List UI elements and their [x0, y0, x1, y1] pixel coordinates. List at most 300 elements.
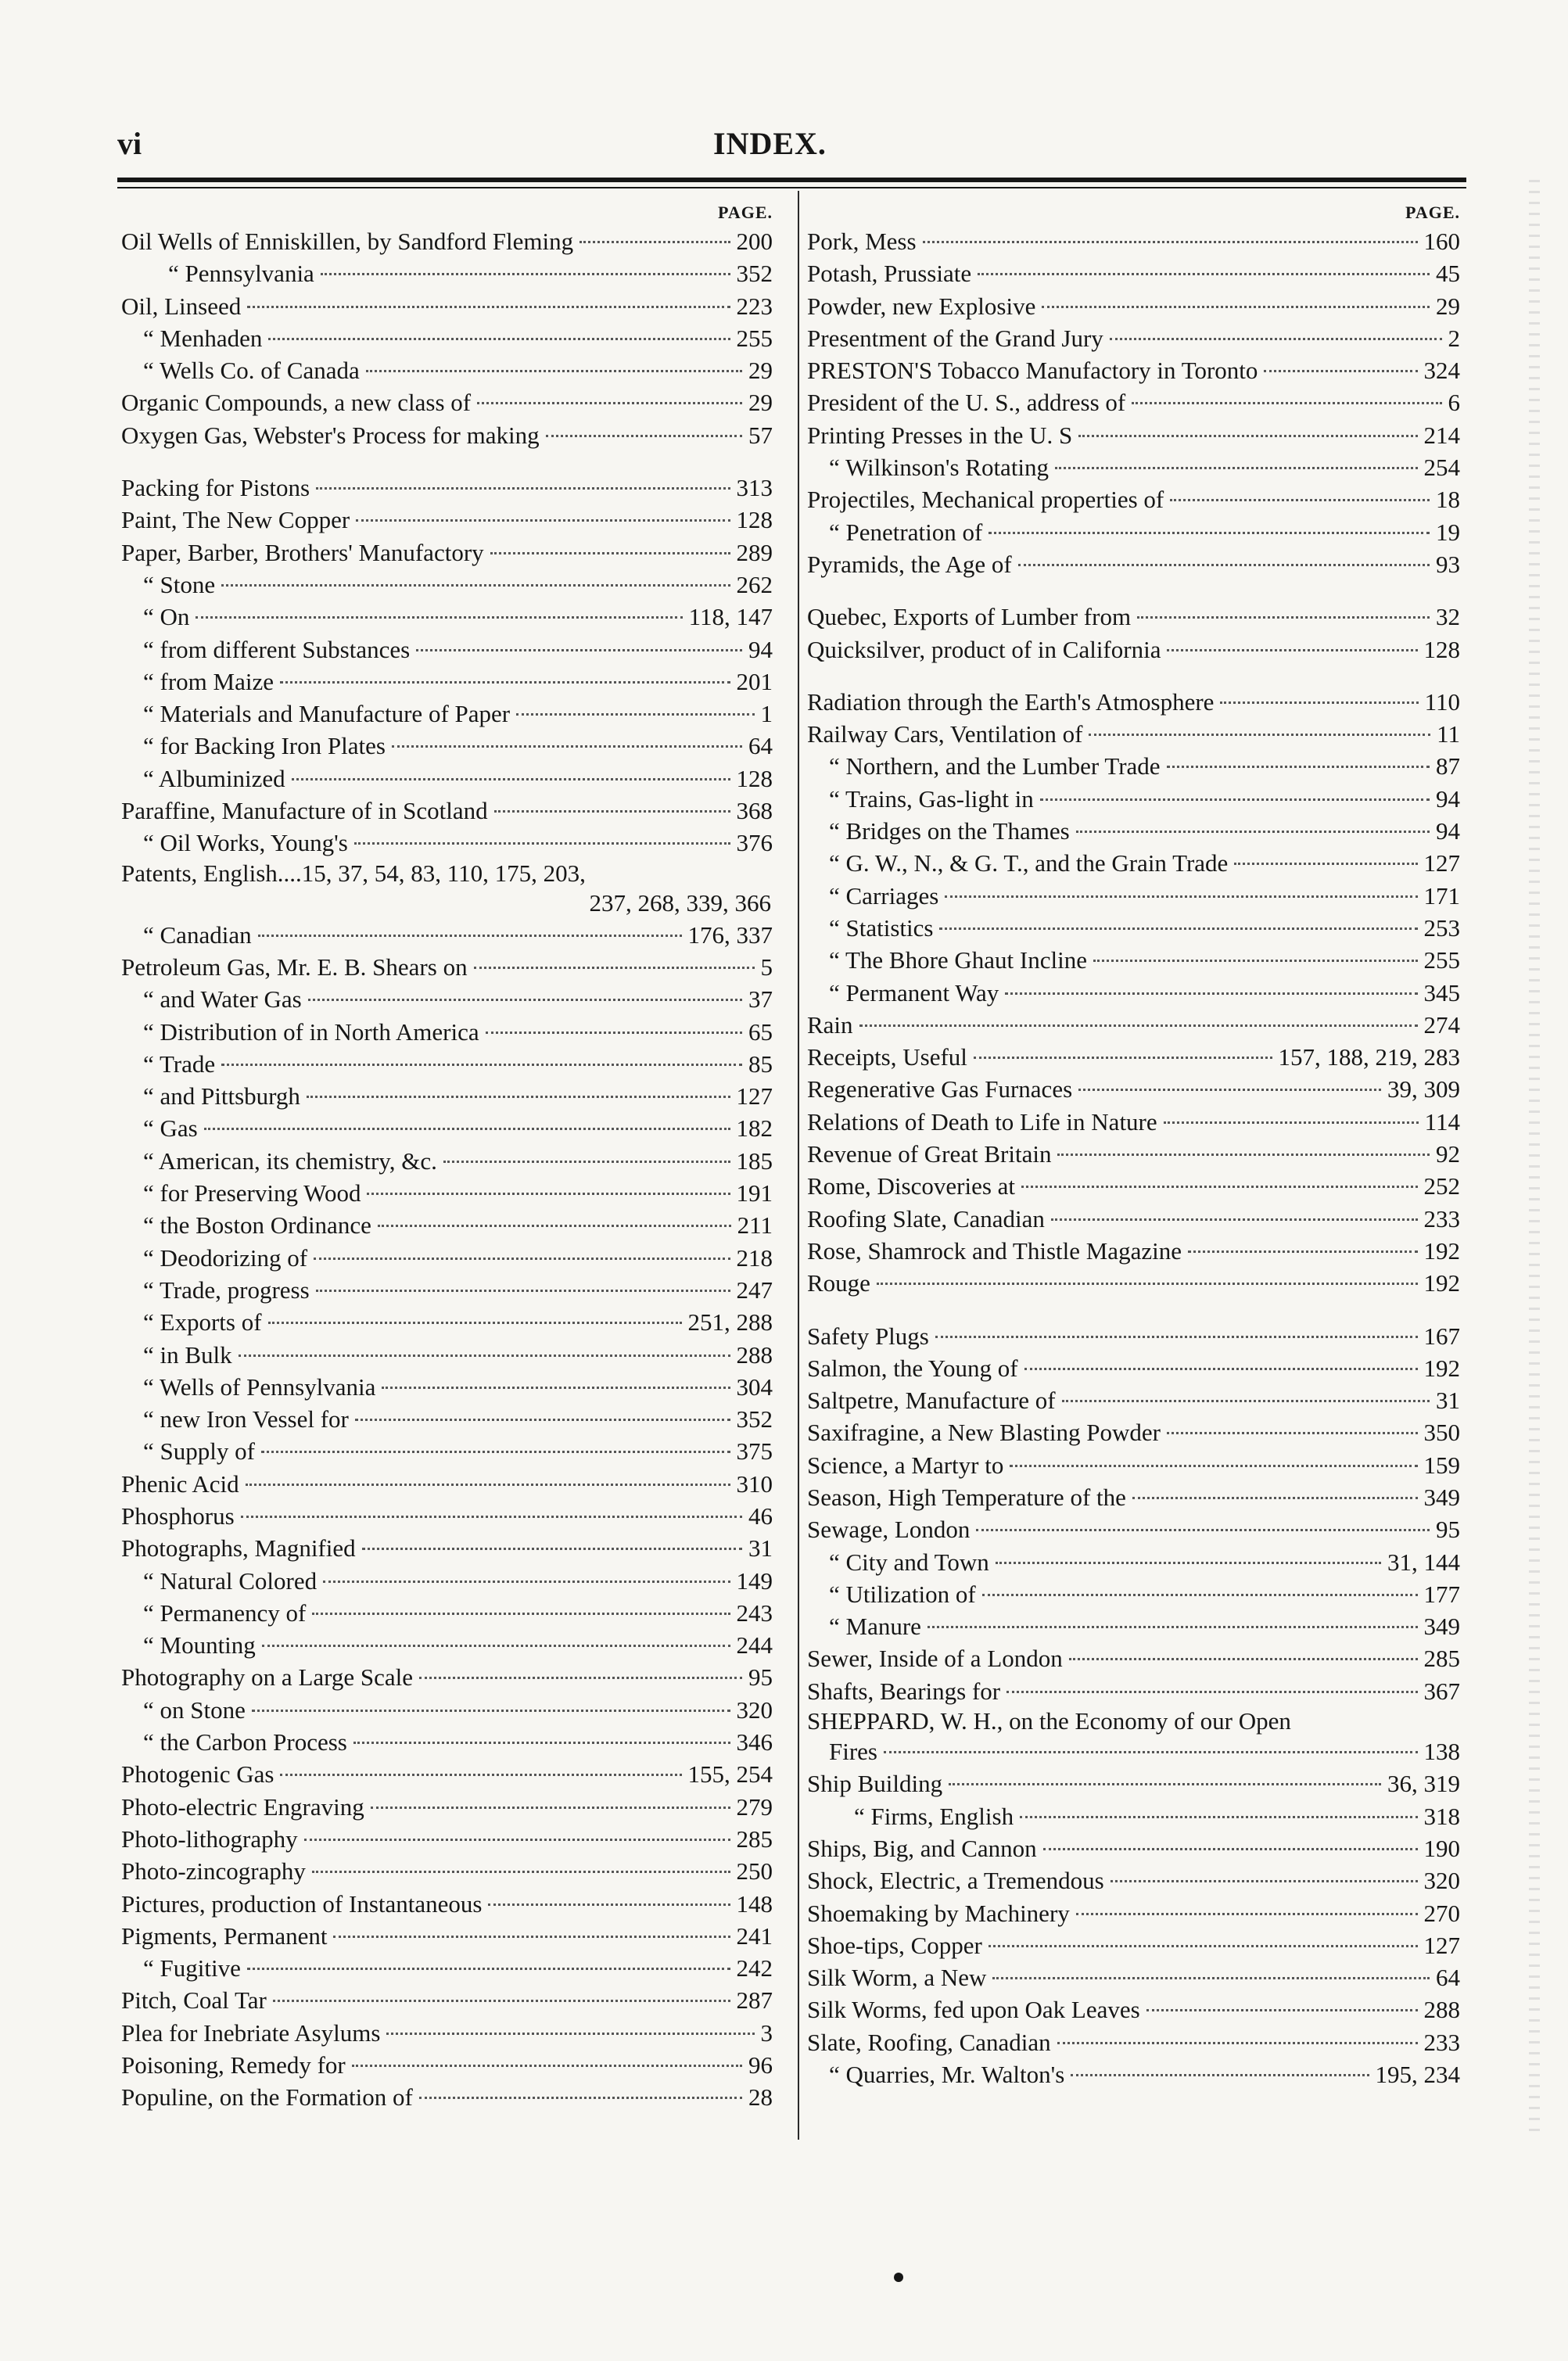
index-entry — [121, 1597, 773, 1629]
dot-leader — [494, 810, 730, 813]
entry-page-number: 2 — [1448, 324, 1460, 352]
dot-leader — [884, 1751, 1418, 1753]
entry-page-number: 29 — [748, 389, 773, 417]
entry-list — [121, 225, 773, 2114]
dot-leader — [419, 2097, 742, 2099]
entry-text: “ Firms, English — [854, 1802, 1014, 1830]
entry-page-number: 201 — [736, 667, 773, 695]
entry-page-number: 313 — [736, 474, 773, 502]
entry-text: Safety Plugs — [807, 1322, 929, 1350]
index-entry — [121, 698, 773, 730]
entry-page-number: 242 — [736, 1954, 773, 1982]
dot-leader — [443, 1161, 730, 1163]
dot-leader — [204, 1128, 730, 1130]
index-entry — [807, 1675, 1460, 1707]
index-entry — [121, 633, 773, 666]
index-entry — [121, 1435, 773, 1467]
entry-page-number: 190 — [1423, 1834, 1460, 1862]
index-entry — [807, 225, 1460, 257]
index-entry — [807, 483, 1460, 515]
dot-leader — [1018, 564, 1430, 566]
column-divider — [798, 191, 799, 2140]
index-entry — [807, 1993, 1460, 2026]
entry-text: “ in Bulk — [143, 1340, 232, 1369]
index-entry — [807, 1481, 1460, 1513]
index-entry — [121, 1080, 773, 1112]
entry-text: Pigments, Permanent — [121, 1921, 328, 1950]
index-entry — [121, 1209, 773, 1241]
entry-page-number: 114 — [1424, 1107, 1460, 1136]
entry-text: Ships, Big, and Cannon — [807, 1834, 1037, 1862]
index-entry — [807, 1416, 1460, 1448]
index-entry — [807, 750, 1460, 782]
entry-text: “ Canadian — [143, 920, 252, 949]
dot-leader — [273, 2000, 730, 2002]
dot-leader — [419, 1677, 742, 1679]
dot-leader — [978, 273, 1430, 275]
dot-leader — [316, 487, 730, 490]
dot-leader — [474, 967, 755, 969]
index-entry — [121, 888, 773, 919]
entry-page-number: 46 — [748, 1502, 773, 1530]
index-entry — [807, 1203, 1460, 1235]
dot-leader — [490, 552, 730, 554]
entry-text: “ the Carbon Process — [143, 1728, 347, 1756]
entry-text: Oxygen Gas, Webster's Process for making — [121, 421, 540, 449]
dot-leader — [247, 1968, 730, 1970]
entry-text: “ Albuminized — [143, 764, 285, 792]
entry-text: “ Supply of — [143, 1437, 255, 1466]
dot-leader — [362, 1548, 742, 1550]
entry-text: “ Deodorizing of — [143, 1243, 308, 1272]
entry-page-number: 195, 234 — [1375, 2061, 1460, 2089]
index-entry — [807, 1170, 1460, 1202]
index-entry — [807, 419, 1460, 451]
entry-page-number: 324 — [1423, 357, 1460, 385]
dot-leader — [356, 519, 730, 522]
dot-leader — [923, 241, 1418, 243]
index-entry — [807, 1707, 1460, 1735]
entry-text: Saxifragine, a New Blasting Powder — [807, 1419, 1161, 1447]
entry-page-number: 375 — [736, 1437, 773, 1466]
index-entry — [807, 1041, 1460, 1073]
dot-leader — [945, 895, 1417, 898]
entry-text: “ for Preserving Wood — [143, 1179, 361, 1207]
entry-page-number: 192 — [1423, 1354, 1460, 1382]
entry-page-number: 191 — [736, 1179, 773, 1207]
index-entry — [121, 730, 773, 762]
index-entry — [807, 977, 1460, 1009]
dot-leader — [1220, 701, 1418, 704]
dot-leader — [352, 2065, 742, 2067]
entry-text: Quicksilver, product of in California — [807, 635, 1161, 663]
page-title: INDEX. — [713, 126, 827, 161]
entry-page-number: 285 — [1423, 1645, 1460, 1673]
entry-page-number: 39, 309 — [1387, 1075, 1460, 1103]
index-entry — [121, 666, 773, 698]
dot-leader — [221, 584, 730, 587]
index-entry — [807, 1009, 1460, 1041]
dot-leader — [366, 370, 742, 372]
index-entry — [121, 2017, 773, 2049]
entry-text: “ Bridges on the Thames — [829, 817, 1070, 845]
index-entry — [807, 1352, 1460, 1384]
index-entry — [807, 1735, 1460, 1767]
index-entry — [121, 1565, 773, 1597]
entry-page-number: 65 — [748, 1017, 773, 1046]
index-entry — [807, 354, 1460, 386]
entry-text: “ Carriages — [829, 881, 939, 910]
page-column-heading: PAGE. — [1405, 203, 1460, 222]
entry-text: Sewer, Inside of a London — [807, 1645, 1063, 1673]
dot-leader — [1093, 960, 1418, 962]
entry-page-number: 118, 147 — [688, 603, 773, 631]
dot-leader — [1132, 402, 1441, 404]
dot-leader — [486, 1032, 742, 1034]
dot-leader — [1043, 1848, 1418, 1850]
entry-text: Silk Worms, fed upon Oak Leaves — [807, 1996, 1140, 2024]
entry-text: “ Exports of — [143, 1308, 262, 1337]
entry-text: Printing Presses in the U. S — [807, 421, 1073, 449]
entry-text: Rouge — [807, 1269, 870, 1297]
index-entry — [121, 569, 773, 601]
dot-leader — [258, 935, 682, 937]
dot-leader — [1078, 435, 1417, 437]
entry-text: “ Utilization of — [829, 1580, 976, 1608]
entry-page-number: 223 — [736, 292, 773, 320]
entry-page-number: 376 — [736, 829, 773, 857]
entry-page-number: 233 — [1423, 2028, 1460, 2056]
index-entry — [807, 1384, 1460, 1416]
entry-text: Oil, Linseed — [121, 292, 242, 320]
entry-page-number: 5 — [760, 953, 773, 981]
dot-leader — [1234, 863, 1417, 865]
entry-text: Revenue of Great Britain — [807, 1140, 1052, 1168]
index-entry — [807, 451, 1460, 483]
entry-page-number: 255 — [736, 324, 773, 352]
index-entry — [121, 1629, 773, 1661]
entry-text: Poisoning, Remedy for — [121, 2051, 346, 2079]
footer-bullet — [894, 2273, 903, 2282]
dot-leader — [304, 1839, 730, 1841]
dot-leader — [252, 1710, 730, 1712]
dot-leader — [1146, 2009, 1418, 2011]
dot-leader — [280, 681, 730, 684]
entry-text: Shock, Electric, a Tremendous — [807, 1867, 1104, 1895]
index-entry — [121, 951, 773, 983]
entry-page-number: 310 — [736, 1469, 773, 1498]
index-entry — [121, 1016, 773, 1048]
index-entry — [807, 601, 1460, 633]
entry-text: Organic Compounds, a new class of — [121, 389, 472, 417]
entry-page-number: 320 — [1423, 1867, 1460, 1895]
entry-page-number: 177 — [1423, 1580, 1460, 1608]
entry-page-number: 214 — [1423, 421, 1460, 449]
index-entry — [121, 1145, 773, 1177]
entry-page-number: 155, 254 — [687, 1760, 773, 1789]
dot-leader — [307, 1096, 730, 1098]
dot-leader — [262, 1645, 730, 1647]
entry-page-number: 96 — [748, 2051, 773, 2079]
entry-text: Photo-electric Engraving — [121, 1792, 364, 1821]
index-entry — [807, 322, 1460, 354]
index-entry — [807, 1320, 1460, 1352]
dot-leader — [416, 649, 742, 651]
dot-leader — [382, 1387, 730, 1389]
entry-text: “ Wells Co. of Canada — [143, 357, 360, 385]
index-entry — [121, 419, 773, 451]
index-entry — [121, 762, 773, 795]
entry-text: Powder, new Explosive — [807, 292, 1036, 320]
dot-leader — [1069, 1658, 1418, 1660]
entry-page-number: 233 — [1423, 1204, 1460, 1233]
index-entry — [807, 257, 1460, 289]
entry-page-number: 285 — [736, 1825, 773, 1853]
dot-leader — [371, 1807, 730, 1809]
entry-text: Pitch, Coal Tar — [121, 1986, 267, 2015]
dot-leader — [1264, 370, 1417, 372]
index-entry — [121, 1791, 773, 1823]
entry-text: “ Oil Works, Young's — [143, 829, 348, 857]
index-entry — [121, 1468, 773, 1500]
entry-text: “ On — [143, 603, 190, 631]
index-entry — [807, 1235, 1460, 1267]
index-entry — [807, 633, 1460, 666]
entry-page-number: 287 — [736, 1986, 773, 2015]
dot-leader — [196, 616, 682, 619]
index-entry — [121, 2049, 773, 2081]
dot-leader — [321, 273, 730, 275]
entry-page-number: 93 — [1436, 550, 1460, 578]
entry-page-number: 289 — [736, 538, 773, 566]
entry-page-number: 29 — [1436, 292, 1460, 320]
entry-page-number: 250 — [736, 1857, 773, 1886]
entry-text: Oil Wells of Enniskillen, by Sandford Fleming — [121, 228, 574, 255]
index-entry — [121, 504, 773, 536]
entry-page-number: 367 — [1423, 1677, 1460, 1705]
entry-page-number: 32 — [1436, 603, 1460, 631]
entry-text: Roofing Slate, Canadian — [807, 1204, 1045, 1233]
entry-page-number: 274 — [1423, 1010, 1460, 1039]
index-entry — [121, 1661, 773, 1693]
entry-text: “ Penetration of — [829, 518, 983, 546]
dot-leader — [246, 1484, 730, 1486]
dot-leader — [546, 435, 742, 437]
index-entry — [807, 1546, 1460, 1578]
dot-leader — [316, 1290, 730, 1292]
entry-page-number: 11 — [1437, 720, 1460, 748]
index-column-left — [121, 199, 773, 2114]
entry-text: Pork, Mess — [807, 228, 917, 255]
entry-text: Radiation through the Earth's Atmosphere — [807, 687, 1215, 716]
index-entry — [121, 225, 773, 257]
index-entry — [121, 1177, 773, 1209]
dot-leader — [1062, 1400, 1430, 1402]
entry-page-number: 85 — [748, 1050, 773, 1078]
entry-text: President of the U. S., address of — [807, 389, 1126, 417]
dot-leader — [1132, 1497, 1418, 1499]
entry-text: “ Mounting — [143, 1631, 256, 1660]
index-entry — [807, 1449, 1460, 1481]
entry-text: Pictures, production of Instantaneous — [121, 1889, 483, 1918]
index-entry — [121, 1339, 773, 1371]
entry-text: Paper, Barber, Brothers' Manufactory — [121, 538, 484, 566]
entry-page-number: 128 — [736, 506, 773, 534]
dot-leader — [280, 1774, 681, 1776]
dot-leader — [1164, 1121, 1419, 1124]
dot-leader — [314, 1258, 730, 1260]
entry-text: “ from different Substances — [143, 635, 411, 663]
dot-leader — [1078, 1089, 1381, 1091]
header-rule-thin — [117, 187, 1466, 188]
entry-page-number: 244 — [736, 1631, 773, 1660]
entry-text: Regenerative Gas Furnaces — [807, 1075, 1073, 1103]
entry-text: Shafts, Bearings for — [807, 1677, 1001, 1705]
dot-leader — [1076, 831, 1430, 833]
entry-page-number: 31 — [1436, 1387, 1460, 1415]
entry-page-number: 28 — [748, 2083, 773, 2112]
index-entry — [121, 1855, 773, 1887]
index-entry — [121, 795, 773, 827]
dot-leader — [1110, 338, 1442, 340]
entry-page-number: 346 — [736, 1728, 773, 1756]
dot-leader — [996, 1562, 1381, 1564]
entry-page-number: 3 — [760, 2018, 773, 2047]
entry-text: “ new Iron Vessel for — [143, 1405, 349, 1433]
dot-leader — [333, 1936, 730, 1938]
entry-text: “ Natural Colored — [143, 1566, 318, 1595]
entry-text: Presentment of the Grand Jury — [807, 324, 1103, 352]
dot-leader — [1024, 1368, 1418, 1370]
index-entry — [121, 859, 773, 888]
dot-leader — [323, 1581, 730, 1583]
entry-page-number: 18 — [1436, 486, 1460, 514]
entry-text: “ Stone — [143, 570, 216, 598]
entry-page-number: 127 — [736, 1082, 773, 1111]
dot-leader — [1071, 2074, 1369, 2076]
entry-page-number: 185 — [736, 1146, 773, 1175]
entry-page-number: 350 — [1423, 1419, 1460, 1447]
dot-leader — [1042, 306, 1430, 308]
entry-page-number: 255 — [1423, 946, 1460, 974]
index-entry — [121, 1758, 773, 1790]
index-entry — [807, 1897, 1460, 1929]
entry-text: “ G. W., N., & G. T., and the Grain Trade — [829, 849, 1229, 877]
dot-leader — [367, 1193, 730, 1195]
entry-text: Packing for Pistons — [121, 474, 310, 502]
entry-text: Potash, Prussiate — [807, 260, 972, 288]
index-entry — [807, 290, 1460, 322]
entry-page-number: 37 — [748, 985, 773, 1014]
entry-page-number: 349 — [1423, 1613, 1460, 1641]
dot-leader — [239, 1355, 730, 1357]
entry-text: “ Trade — [143, 1050, 216, 1078]
entry-page-number: 251, 288 — [687, 1308, 773, 1337]
entry-text: “ Wilkinson's Rotating — [829, 454, 1050, 482]
index-entry — [807, 815, 1460, 847]
index-entry — [121, 257, 773, 289]
entry-text: Patents, English....15, 37, 54, 83, 110, 175, 203, — [121, 859, 586, 887]
index-entry — [807, 1800, 1460, 1832]
entry-text: “ for Backing Iron Plates — [143, 732, 386, 760]
entry-page-number: 252 — [1423, 1172, 1460, 1200]
dot-leader — [877, 1283, 1418, 1285]
entry-text: “ the Boston Ordinance — [143, 1211, 371, 1240]
index-entry — [121, 1726, 773, 1758]
entry-text: “ Menhaden — [143, 324, 263, 352]
entry-text: Rain — [807, 1010, 853, 1039]
entry-page-number: 241 — [736, 1921, 773, 1950]
page-folio: vi — [117, 126, 142, 161]
index-entry — [807, 1610, 1460, 1642]
entry-page-number: 247 — [736, 1276, 773, 1304]
entry-text: “ Quarries, Mr. Walton's — [829, 2061, 1065, 2089]
entry-page-number: 192 — [1423, 1236, 1460, 1265]
dot-leader — [353, 1742, 730, 1744]
entry-page-number: 270 — [1423, 1899, 1460, 1927]
entry-page-number: 345 — [1423, 978, 1460, 1006]
index-entry — [121, 1823, 773, 1855]
dot-leader — [1188, 1250, 1418, 1253]
entry-page-number: 148 — [736, 1889, 773, 1918]
entry-page-number: 159 — [1423, 1451, 1460, 1479]
dot-leader — [1020, 1816, 1417, 1818]
dot-leader — [579, 241, 730, 243]
dot-leader — [859, 1024, 1418, 1027]
dot-leader — [1021, 1186, 1417, 1188]
dot-leader — [312, 1871, 730, 1873]
entry-page-number: 320 — [736, 1695, 773, 1724]
index-entry — [121, 1920, 773, 1952]
entry-page-number: 157, 188, 219, 283 — [1278, 1043, 1460, 1071]
entry-page-number: 176, 337 — [687, 920, 773, 949]
entry-text: Science, a Martyr to — [807, 1451, 1004, 1479]
dot-leader — [386, 2033, 754, 2035]
dot-leader — [1076, 1913, 1418, 1915]
index-entry — [807, 386, 1460, 418]
entry-page-number: 352 — [736, 260, 773, 288]
entry-text: “ Permanent Way — [829, 978, 999, 1006]
index-entry — [807, 1513, 1460, 1545]
entry-page-number: 95 — [748, 1663, 773, 1692]
entry-page-refs: 237, 268, 339, 366 — [589, 888, 771, 917]
entry-page-number: 288 — [1423, 1996, 1460, 2024]
dot-leader — [247, 306, 730, 308]
index-entry — [807, 1929, 1460, 1961]
index-entry — [121, 1984, 773, 2016]
index-entry — [121, 1500, 773, 1532]
index-entry — [807, 516, 1460, 548]
index-entry — [121, 472, 773, 504]
index-entry — [807, 1864, 1460, 1896]
dot-leader — [292, 778, 730, 780]
entry-text: Ship Building — [807, 1770, 943, 1798]
index-entry — [121, 983, 773, 1015]
dot-leader — [1089, 734, 1430, 736]
index-entry — [807, 2026, 1460, 2058]
entry-text: Receipts, Useful — [807, 1043, 967, 1071]
dot-leader — [1167, 1432, 1418, 1434]
entry-page-number: 368 — [736, 797, 773, 825]
entry-text: Photography on a Large Scale — [121, 1663, 414, 1692]
page-edge-shadow — [1529, 180, 1540, 2135]
index-entry — [807, 1138, 1460, 1170]
entry-page-number: 1 — [760, 700, 773, 728]
dot-leader — [516, 713, 754, 716]
index-entry — [807, 1106, 1460, 1138]
entry-text: “ on Stone — [143, 1695, 246, 1724]
entry-text: Photographs, Magnified — [121, 1534, 356, 1563]
